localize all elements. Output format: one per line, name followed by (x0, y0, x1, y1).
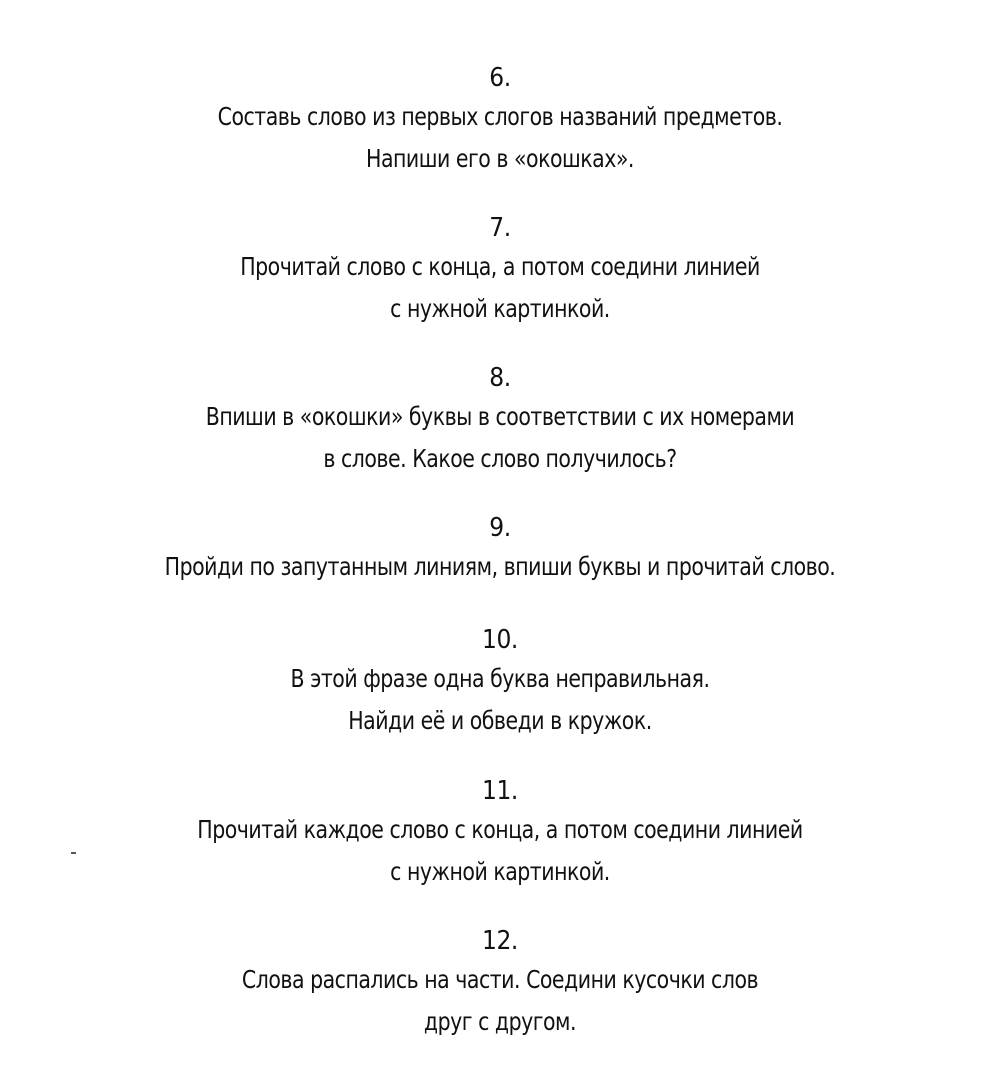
task-10 (0, 622, 1000, 742)
stray-scan-mark (71, 852, 76, 854)
task-text-line: в слове. Какое слово получилось? (323, 444, 677, 473)
task-text-line: Прочитай каждое слово с конца, а потом соедини линией (197, 815, 803, 844)
task-text-line: Прочитай слово с конца, а потом соедини линией (240, 252, 760, 281)
task-number: 10. (482, 625, 518, 655)
task-text-line: Напиши его в «окошках». (366, 144, 634, 173)
task-11 (0, 773, 1000, 893)
task-number: 6. (489, 63, 511, 93)
task-text-line: друг с другом. (423, 1007, 577, 1036)
task-9 (0, 510, 1000, 588)
task-text-line: В этой фразе одна буква неправильная. (290, 664, 710, 693)
task-7 (0, 210, 1000, 330)
task-text-line: Найди её и обведи в кружок. (348, 706, 652, 735)
task-8 (0, 360, 1000, 480)
task-number: 7. (489, 213, 511, 243)
task-number: 9. (489, 513, 511, 543)
task-text-line: с нужной картинкой. (390, 857, 610, 886)
task-text-line: Слова распались на части. Соедини кусочки слов (241, 965, 759, 994)
task-number: 8. (489, 363, 511, 393)
task-text-line: Пройди по запутанным линиям, впиши буквы и прочитай слово. (164, 552, 836, 581)
task-text-line: с нужной картинкой. (390, 294, 610, 323)
task-number: 11. (482, 776, 518, 806)
task-text-line: Впиши в «окошки» буквы в соответствии с их номерами (205, 402, 795, 431)
task-12 (0, 923, 1000, 1043)
task-6 (0, 60, 1000, 180)
task-number: 12. (482, 926, 518, 956)
task-text-line: Составь слово из первых слогов названий предметов. (217, 102, 783, 131)
